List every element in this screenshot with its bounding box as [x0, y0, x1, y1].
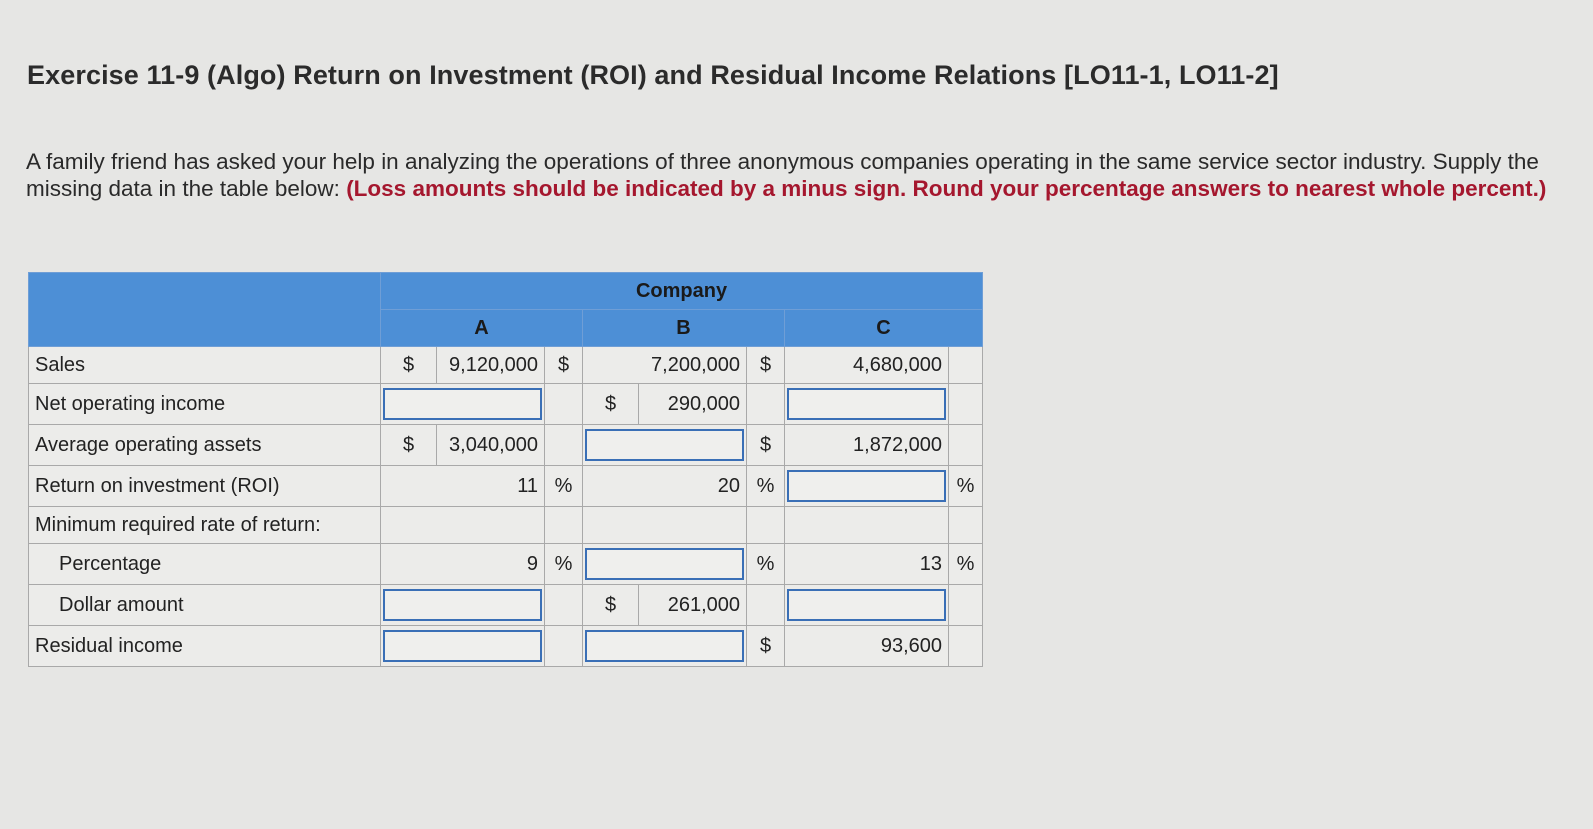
row-residual-income: [29, 626, 983, 667]
empty-cell: [545, 585, 583, 626]
row-label: Average operating assets: [29, 425, 381, 466]
page-title: Exercise 11-9 (Algo) Return on Investment (ROI) and Residual Income Relations [LO11-1, LO11-2]: [27, 60, 1279, 90]
currency-sign: $: [583, 384, 639, 425]
empty-cell: [747, 384, 785, 425]
noi-a-input[interactable]: [383, 388, 542, 420]
dollar-b-value: 261,000: [639, 585, 747, 626]
empty-cell: [949, 425, 983, 466]
residual-c-value: 93,600: [785, 626, 949, 667]
sales-a-value: 9,120,000: [437, 347, 545, 384]
row-label: Return on investment (ROI): [29, 466, 381, 507]
empty-cell: [545, 425, 583, 466]
empty-cell: [949, 347, 983, 384]
row-percentage: [29, 544, 983, 585]
empty-cell: [545, 626, 583, 667]
dollar-a-cell: [381, 585, 545, 626]
currency-sign: $: [747, 347, 785, 384]
empty-cell: [583, 507, 747, 544]
row-minimum-required-rate: [29, 507, 983, 544]
residual-a-input[interactable]: [383, 630, 542, 662]
currency-sign: $: [747, 425, 785, 466]
assets-c-value: 1,872,000: [785, 425, 949, 466]
empty-cell: [747, 585, 785, 626]
row-label: Minimum required rate of return:: [29, 507, 381, 544]
row-label: Net operating income: [29, 384, 381, 425]
roi-b-value: 20: [583, 466, 747, 507]
dollar-c-input[interactable]: [787, 589, 946, 621]
data-table: [28, 272, 983, 667]
row-label: Percentage: [29, 544, 381, 585]
instructions-text: A family friend has asked your help in analyzing the operations of three anonymous companies operating in the same service sector industry. Supply the missing data in the table below:: [26, 149, 1539, 201]
row-roi: [29, 466, 983, 507]
empty-cell: [949, 626, 983, 667]
sales-b-value: 7,200,000: [583, 347, 747, 384]
percentage-a-value: 9: [381, 544, 545, 585]
percent-sign: %: [747, 466, 785, 507]
percent-sign: %: [747, 544, 785, 585]
currency-sign: $: [381, 425, 437, 466]
residual-a-cell: [381, 626, 545, 667]
empty-cell: [785, 507, 949, 544]
percentage-b-input[interactable]: [585, 548, 744, 580]
empty-cell: [949, 384, 983, 425]
currency-sign: $: [747, 626, 785, 667]
row-label: Dollar amount: [29, 585, 381, 626]
dollar-c-cell: [785, 585, 949, 626]
empty-cell: [381, 507, 545, 544]
header-company: Company: [381, 273, 983, 310]
row-average-operating-assets: [29, 425, 983, 466]
instructions-emphasis: (Loss amounts should be indicated by a minus sign. Round your percentage answers to nearest whole percent.): [346, 176, 1547, 201]
empty-cell: [949, 507, 983, 544]
currency-sign: $: [545, 347, 583, 384]
header-col-c: C: [785, 310, 983, 347]
roi-c-cell: [785, 466, 949, 507]
row-label: Sales: [29, 347, 381, 384]
percentage-c-value: 13: [785, 544, 949, 585]
header-col-b: B: [583, 310, 785, 347]
noi-c-input[interactable]: [787, 388, 946, 420]
percent-sign: %: [949, 544, 983, 585]
empty-cell: [949, 585, 983, 626]
noi-a-cell: [381, 384, 545, 425]
currency-sign: $: [381, 347, 437, 384]
percent-sign: %: [949, 466, 983, 507]
row-dollar-amount: [29, 585, 983, 626]
percent-sign: %: [545, 544, 583, 585]
header-col-a: A: [381, 310, 583, 347]
row-sales: [29, 347, 983, 384]
row-label: Residual income: [29, 626, 381, 667]
assets-b-cell: [583, 425, 747, 466]
percentage-b-cell: [583, 544, 747, 585]
header-corner: [29, 273, 381, 347]
sales-c-value: 4,680,000: [785, 347, 949, 384]
header-row-company: [29, 273, 983, 310]
empty-cell: [545, 384, 583, 425]
instructions: [26, 148, 1556, 202]
row-net-operating-income: [29, 384, 983, 425]
assets-a-value: 3,040,000: [437, 425, 545, 466]
residual-b-input[interactable]: [585, 630, 744, 662]
empty-cell: [545, 507, 583, 544]
percent-sign: %: [545, 466, 583, 507]
noi-c-cell: [785, 384, 949, 425]
assets-b-input[interactable]: [585, 429, 744, 461]
roi-c-input[interactable]: [787, 470, 946, 502]
residual-b-cell: [583, 626, 747, 667]
currency-sign: $: [583, 585, 639, 626]
dollar-a-input[interactable]: [383, 589, 542, 621]
roi-a-value: 11: [381, 466, 545, 507]
noi-b-value: 290,000: [639, 384, 747, 425]
empty-cell: [747, 507, 785, 544]
